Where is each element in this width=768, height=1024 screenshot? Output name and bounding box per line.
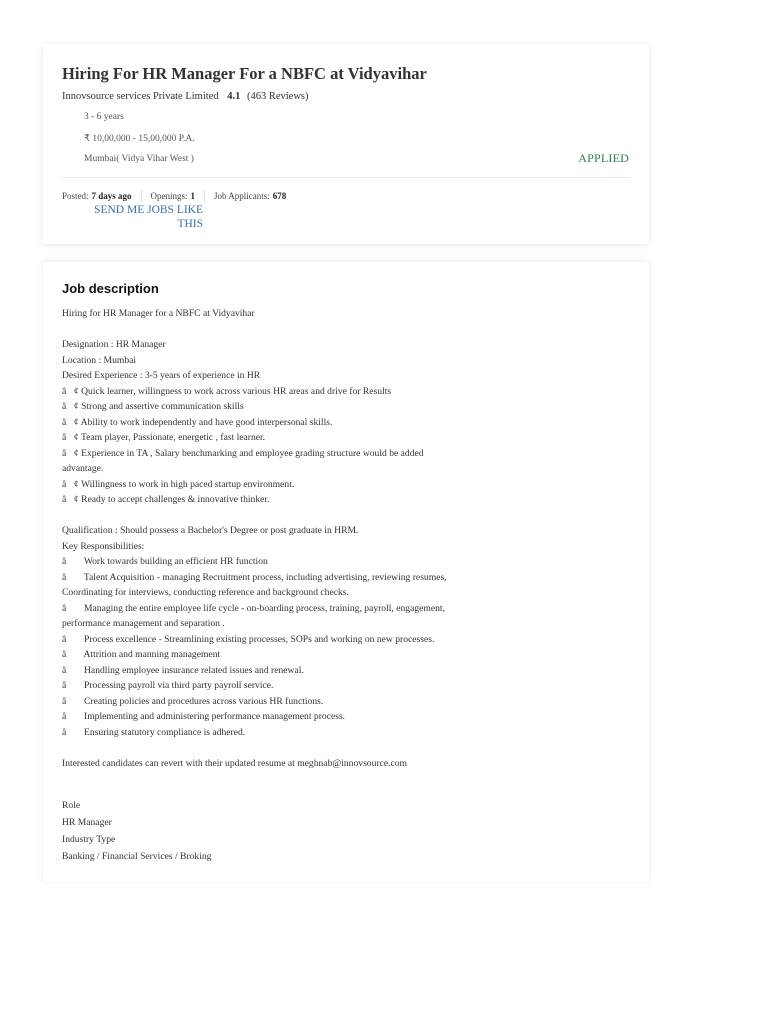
description-line: â Implementing and administering performance management process. [62,711,346,722]
company-rating: 4.1 [227,91,241,102]
description-line: â Managing the entire employee life cycle - on-boarding process, training, payroll, engagement, [62,602,445,614]
divider [62,177,629,178]
description-line: Qualification : Should possess a Bachelor's Degree or post graduate in HRM. [62,525,359,536]
posted-stat [62,191,132,201]
salary-range: ₹ 10,00,000 - 15,00,000 P.A. [84,134,195,144]
posted-label: Posted: [62,191,89,201]
description-line: â Ensuring statutory compliance is adhered. [62,726,246,738]
experience-range: 3 - 6 years [84,112,124,122]
description-line: â¢ Willingness to work in high paced startup environment. [62,478,295,490]
description-line: â Process excellence - Streamlining existing processes, SOPs and working on new processes. [62,633,435,645]
spacer [62,322,532,338]
description-line: â¢ Team player, Passionate, energetic , fast learner. [62,432,266,443]
description-line: â¢ Ready to accept challenges & innovative thinker. [62,494,270,505]
description-line: â¢ Strong and assertive communication skills [62,401,244,412]
description-line: â Processing payroll via third party payroll service. [62,680,274,691]
role-label: Role [62,800,81,811]
description-line: â Handling employee insurance related issues and renewal. [62,664,304,676]
job-description-heading: Job description [62,281,159,296]
description-line: Key Responsibilities: [62,540,145,552]
description-intro: Hiring for HR Manager for a NBFC at Vidyavihar [62,308,255,319]
description-line: â¢ Quick learner, willingness to work across various HR areas and drive for Results [62,385,392,397]
job-description-card [43,262,649,882]
stat-separator [204,190,205,202]
description-line: performance management and separation . [62,618,225,629]
description-line: â¢ Experience in TA , Salary benchmarking and employee grading structure would be added [62,447,424,459]
job-header-card [43,44,649,244]
openings-label: Openings: [150,191,188,201]
spacer [62,740,532,756]
description-line: Coordinating for interviews, conducting reference and background checks. [62,587,349,598]
send-link-line2: THIS [177,218,203,230]
applicants-value: 678 [272,191,287,201]
openings-value: 1 [190,191,196,201]
send-similar-jobs-link[interactable] [83,203,203,231]
spacer [62,508,532,524]
industry-label: Industry Type [62,834,116,845]
description-line: advantage. [62,463,104,474]
description-line: â Attrition and manning management [62,649,221,660]
job-description-body [62,306,532,771]
openings-stat [151,191,196,201]
stat-separator [141,190,142,202]
description-responsibilities [62,523,532,740]
description-line: â Work towards building an efficient HR function [62,556,268,567]
applied-status: APPLIED [578,151,629,165]
job-stats [62,190,286,202]
applicants-stat [214,191,286,201]
job-details [62,797,211,865]
contact-line: Interested candidates can revert with their updated resume at meghnab@innovsource.com [62,757,408,769]
job-title: Hiring For HR Manager For a NBFC at Vidyavihar [62,64,427,83]
description-line: â Creating policies and procedures across various HR functions. [62,695,324,707]
description-requirements [62,337,532,508]
company-name[interactable]: Innovsource services Private Limited [62,91,219,102]
job-location: Mumbai( Vidya Vihar West ) [84,154,194,164]
description-line: â¢ Ability to work independently and have good interpersonal skills. [62,416,333,428]
description-line: Desired Experience : 3-5 years of experience in HR [62,370,261,381]
role-value[interactable]: HR Manager [62,817,112,828]
description-line: â Talent Acquisition - managing Recruitment process, including advertising, reviewing resumes, [62,571,447,583]
posted-value: 7 days ago [91,191,132,201]
description-line: Designation : HR Manager [62,339,166,350]
description-line: Location : Mumbai [62,354,137,366]
company-row [62,91,308,102]
send-link-line1: SEND ME JOBS LIKE [94,204,203,216]
industry-value[interactable]: Banking / Financial Services / Broking [62,851,212,862]
applicants-label: Job Applicants: [214,191,270,201]
reviews-link[interactable]: (463 Reviews) [246,91,309,102]
